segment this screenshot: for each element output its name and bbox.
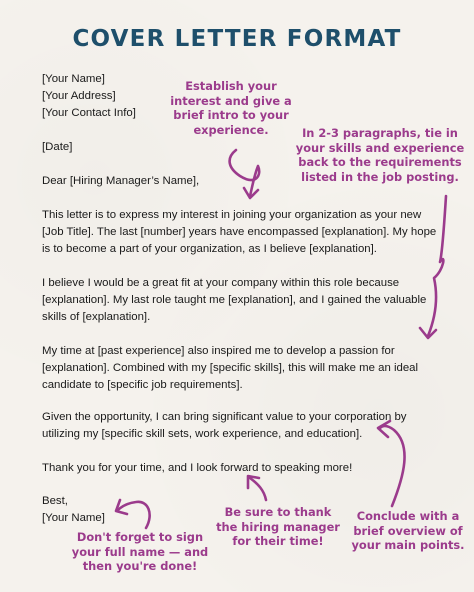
letter-date: [Date] — [42, 141, 73, 153]
page-title: COVER LETTER FORMAT — [72, 26, 402, 52]
letter-closing: Best, — [42, 495, 68, 507]
paragraph-intro: This letter is to express my interest in joining your organization as your new [Job Title]. The last [number] years have encompassed [explanation]. My hope is to become a part of your organization, as I believe [explanation]. — [42, 209, 437, 255]
letter-signoff — [42, 493, 105, 527]
note-thank: Be sure to thank the hiring manager for their time! — [216, 505, 340, 549]
sender-info — [42, 71, 136, 122]
note-sign: Don't forget to sign your full name — and then you're done! — [71, 530, 209, 574]
note-conclude: Conclude with a brief overview of your main points. — [351, 509, 465, 553]
sender-address: [Your Address] — [42, 90, 116, 102]
paragraph-value: Given the opportunity, I can bring significant value to your corporation by utilizing my [specific skill sets, work experience, and education]. — [42, 411, 407, 440]
note-paragraphs: In 2-3 paragraphs, tie in your skills and experience back to the requirements listed in the job posting. — [295, 126, 465, 184]
letter-salutation: Dear [Hiring Manager’s Name], — [42, 175, 200, 187]
sender-contact: [Your Contact Info] — [42, 107, 136, 119]
arrowhead-thank — [248, 476, 259, 488]
arrowhead-sign — [116, 500, 127, 514]
paragraph-experience: My time at [past experience] also inspired me to develop a passion for [explanation]. Combined with my [specific skills], this will make me an ideal candidate to [specific job requirements]. — [42, 345, 419, 391]
letter-signature: [Your Name] — [42, 512, 105, 524]
paragraph-thanks: Thank you for your time, and I look forward to speaking more! — [42, 462, 353, 474]
arrowhead-intro — [244, 188, 258, 198]
sender-name: [Your Name] — [42, 73, 105, 85]
paragraph-skills: I believe I would be a great fit at your company within this role because [explanation]. My last role taught me [explanation], and I gained the valuable skills of [explanation]. — [42, 277, 427, 323]
arrow-sign — [118, 502, 150, 528]
arrow-intro — [230, 150, 260, 196]
note-intro: Establish your interest and give a brief intro to your experience. — [170, 79, 292, 137]
arrow-thank — [250, 478, 266, 500]
arrowhead-paragraphs — [420, 328, 436, 338]
